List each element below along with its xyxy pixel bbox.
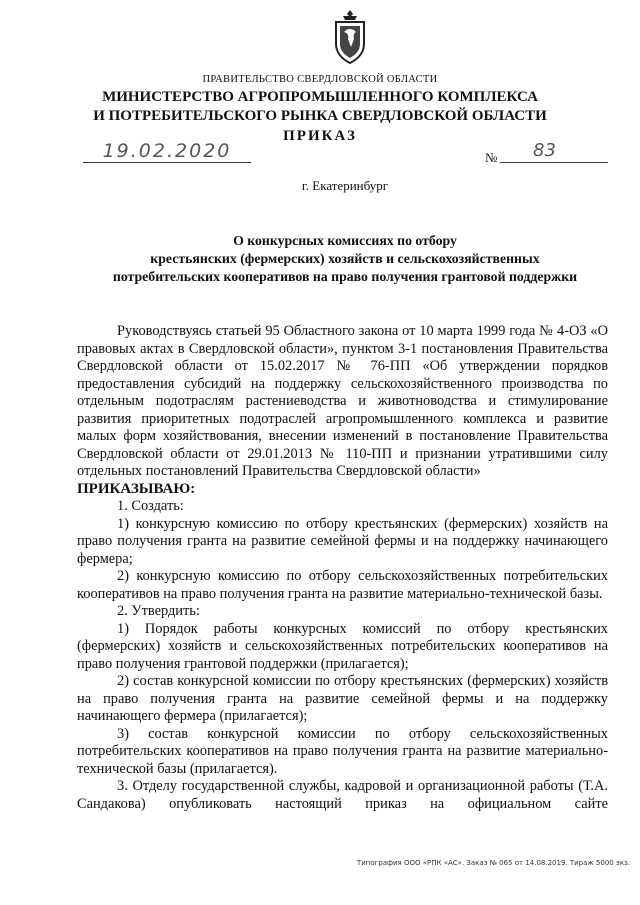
handwritten-number: 83 [533,140,556,161]
item-2-2: 2) состав конкурсной комиссии по отбору крестьянских (фермерских) хозяйств на право получения гранта на развитие семейной фермы и на поддержку начинающего фермера (прилагается); [77,673,608,724]
coat-of-arms-icon [330,8,370,66]
order-subject [0,232,640,286]
print-imprint: Типография ООО «РПК «АС». Заказ № 065 от 14.08.2019. Тираж 5000 экз. [356,859,630,867]
ministry-line-1: МИНИСТЕРСТВО АГРОПРОМЫШЛЕННОГО КОМПЛЕКСА [102,89,538,105]
city-line: г. Екатеринбург [301,178,389,193]
item-1-2: 2) конкурсную комиссию по отбору сельскохозяйственных потребительских кооперативов на право получения гранта на развитие материально-технической базы. [77,568,608,602]
ministry-line-2: И ПОТРЕБИТЕЛЬСКОГО РЫНКА СВЕРДЛОВСКОЙ ОБЛАСТИ [93,108,547,124]
item-1-1: 1) конкурсную комиссию по отбору крестьянских (фермерских) хозяйств на право получения гранта на развитие семейной фермы и на поддержку начинающего фермера; [77,515,608,567]
subject-line-3: потребительских кооперативов на право получения грантовой поддержки [112,269,578,284]
item-2-heading: 2. Утвердить: [117,603,200,619]
subject-line-2: крестьянских (фермерских) хозяйств и сельскохозяйственных [150,251,540,266]
order-body [77,323,608,813]
subject-line-1: О конкурсных комиссиях по отбору [233,233,457,248]
handwritten-date: 19.02.2020 [83,140,251,163]
decree-word: ПРИКАЗЫВАЮ: [77,480,196,497]
item-3: 3. Отделу государственной службы, кадровой и организационной работы (Т.А. Сандакова) опубликовать настоящий приказ на официальном сайте [77,778,608,812]
ministry-name [0,88,640,126]
item-1-heading: 1. Создать: [117,498,184,514]
preamble-paragraph: Руководствуясь статьей 95 Областного закона от 10 марта 1999 года № 4-ОЗ «О правовых актах в Свердловской области», пунктом 3-1 постановления Правительства Свердловской области от 15.02.2017 № 76-ПП «Об утверждении порядков предоставления субсидий на поддержку сельскохозяйственного производства по отдельным подотраслям растениеводства и животноводства и стимулирование развития приоритетных подотраслей агропромышленного комплекса и развитие малых форм хозяйствования, внесении изменений в постановление Правительства Свердловской области от 29.01.2013 № 110-ПП и признании утратившими силу отдельных постановлений Правительства Свердловской области» [77,323,608,479]
item-2-3: 3) состав конкурсной комиссии по отбору сельскохозяйственных потребительских кооперативов на право получения гранта на развитие материально-технической базы (прилагается). [77,725,608,777]
number-label: № [485,150,498,165]
government-line: ПРАВИТЕЛЬСТВО СВЕРДЛОВСКОЙ ОБЛАСТИ [202,74,438,85]
document-type: ПРИКАЗ [283,128,357,144]
item-2-1: 1) Порядок работы конкурсных комиссий по отбору крестьянских (фермерских) хозяйств и сельскохозяйственных потребительских кооперативов на право получения грантовой поддержки (прилагается); [77,620,608,672]
